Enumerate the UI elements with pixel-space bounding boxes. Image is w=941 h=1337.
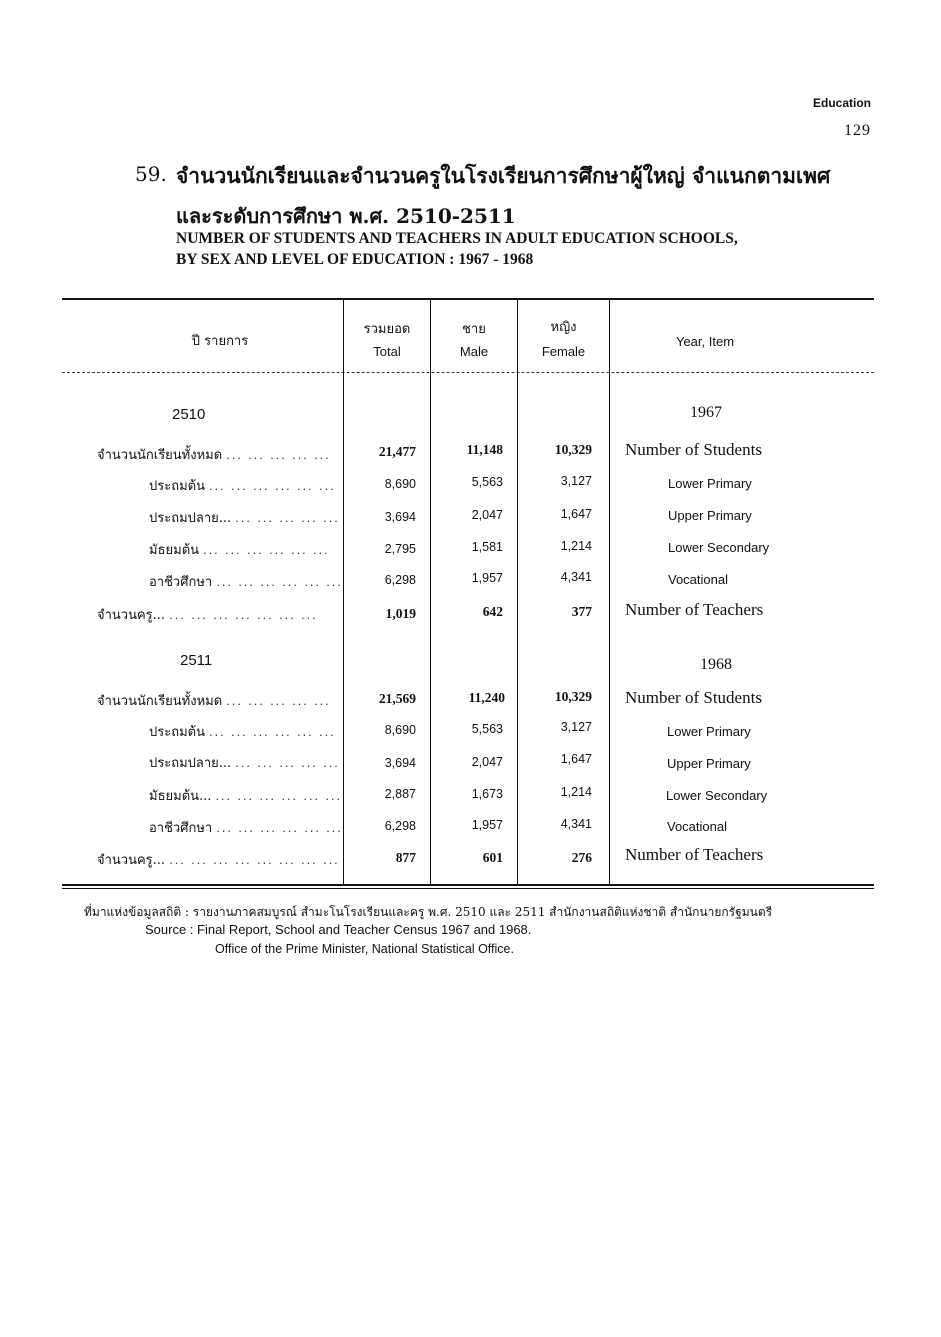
row-label-thai: ประถมปลาย... ... ... ... ... ... <box>149 511 340 526</box>
row-label-thai: ประถมต้น ... ... ... ... ... ... <box>149 725 336 740</box>
row-label-thai: มัธยมต้น... ... ... ... ... ... ... <box>149 789 342 804</box>
title-english-line-1: NUMBER OF STUDENTS AND TEACHERS IN ADULT EDUCATION SCHOOLS, <box>176 230 738 247</box>
row-label-thai: ประถมต้น ... ... ... ... ... ... <box>149 479 336 494</box>
cell-total: 1,019 <box>385 606 416 621</box>
column-header-total-thai: รวมยอด <box>363 322 411 337</box>
cell-male: 642 <box>482 604 503 619</box>
row-label-thai: จำนวนนักเรียนทั้งหมด ... ... ... ... ... <box>97 448 331 463</box>
title-thai-line-1: จำนวนนักเรียนและจำนวนครูในโรงเรียนการศึกษาผู้ใหญ่ จำแนกตามเพศ <box>176 163 831 188</box>
cell-male: 1,957 <box>471 571 503 585</box>
source-note-thai: ที่มาแห่งข้อมูลสถิติ : รายงานภาคสมบูรณ์ สำมะโนโรงเรียนและครู พ.ศ. 2510 และ 2511 สำนักงานสถิติแห่งชาติ สำนักนายกรัฐมนตรี <box>84 905 773 919</box>
row-label-english: Number of Teachers <box>625 600 764 619</box>
cell-male: 601 <box>482 850 503 865</box>
column-divider-total <box>343 300 344 884</box>
table-bottom-rule <box>62 884 874 886</box>
row-label-thai: จำนวนครู... ... ... ... ... ... ... ... ... <box>97 853 340 868</box>
cell-total: 2,887 <box>384 787 416 801</box>
column-header-female: Female <box>541 344 586 359</box>
column-header-item-english: Year, Item <box>675 334 735 349</box>
row-label-english: Upper Primary <box>668 508 752 523</box>
column-header-male: Male <box>459 344 489 359</box>
row-label-english: Lower Secondary <box>666 788 768 803</box>
cell-female: 276 <box>571 850 592 865</box>
row-label-thai: มัธยมต้น ... ... ... ... ... ... <box>149 543 330 558</box>
column-header-male-thai: ชาย <box>462 322 486 337</box>
cell-female: 1,214 <box>560 539 592 553</box>
row-label-thai: อาชีวศึกษา ... ... ... ... ... ... <box>149 575 343 590</box>
title-thai-line-2: และระดับการศึกษา พ.ศ. 2510-2511 <box>176 204 516 228</box>
year-english: 1967 <box>690 404 722 421</box>
row-label-english: Number of Students <box>625 440 762 459</box>
cell-total: 2,795 <box>384 542 416 556</box>
cell-total: 6,298 <box>384 573 416 587</box>
page-number: 129 <box>844 122 871 139</box>
year-thai: 2511 <box>180 652 213 669</box>
source-note-english-line-2: Office of the Prime Minister, National Statistical Office. <box>215 942 514 956</box>
column-header-item-thai: ปี รายการ <box>191 334 249 349</box>
section-label: Education <box>812 96 871 110</box>
cell-total: 877 <box>395 850 416 865</box>
cell-total: 8,690 <box>384 723 416 737</box>
cell-female: 377 <box>571 604 592 619</box>
cell-female: 10,329 <box>554 442 592 457</box>
cell-total: 21,477 <box>378 444 416 459</box>
column-header-total: Total <box>373 344 401 359</box>
cell-male: 2,047 <box>471 755 503 769</box>
table-number: 59. <box>135 162 167 186</box>
cell-total: 8,690 <box>384 477 416 491</box>
cell-female: 4,341 <box>560 817 592 831</box>
cell-total: 21,569 <box>378 691 416 706</box>
cell-female: 1,647 <box>560 752 592 766</box>
source-note-english-line-1: Source : Final Report, School and Teacher Census 1967 and 1968. <box>145 922 532 937</box>
row-label-thai: ประถมปลาย... ... ... ... ... ... <box>149 756 340 771</box>
year-english: 1968 <box>700 656 732 673</box>
row-label-thai: จำนวนนักเรียนทั้งหมด ... ... ... ... ... <box>97 694 331 709</box>
cell-total: 3,694 <box>384 510 416 524</box>
column-divider-female <box>517 300 518 884</box>
table-top-rule <box>62 298 874 300</box>
row-label-english: Lower Primary <box>667 724 751 739</box>
cell-male: 2,047 <box>471 508 503 522</box>
row-label-english: Lower Secondary <box>668 540 770 555</box>
cell-male: 5,563 <box>471 475 503 489</box>
cell-male: 1,673 <box>471 787 503 801</box>
cell-total: 3,694 <box>384 756 416 770</box>
row-label-thai: จำนวนครู... ... ... ... ... ... ... ... <box>97 608 318 623</box>
header-divider-rule <box>62 372 874 373</box>
year-thai: 2510 <box>172 406 206 423</box>
row-label-english: Vocational <box>667 819 727 834</box>
cell-female: 10,329 <box>554 689 592 704</box>
row-label-english: Number of Students <box>625 688 762 707</box>
cell-male: 11,148 <box>466 442 503 457</box>
cell-female: 3,127 <box>560 474 592 488</box>
table-bottom-rule-thin <box>62 888 874 889</box>
row-label-english: Upper Primary <box>667 756 751 771</box>
row-label-english: Vocational <box>668 572 728 587</box>
row-label-english: Lower Primary <box>668 476 752 491</box>
cell-female: 1,214 <box>560 785 592 799</box>
cell-male: 5,563 <box>471 722 503 736</box>
column-divider-item-en <box>609 300 610 884</box>
cell-female: 4,341 <box>560 570 592 584</box>
title-english-line-2: BY SEX AND LEVEL OF EDUCATION : 1967 - 1968 <box>176 251 534 268</box>
column-header-female-thai: หญิง <box>550 320 577 335</box>
row-label-thai: อาชีวศึกษา ... ... ... ... ... ... <box>149 821 343 836</box>
cell-female: 1,647 <box>560 507 592 521</box>
cell-male: 1,957 <box>471 818 503 832</box>
cell-total: 6,298 <box>384 819 416 833</box>
row-label-english: Number of Teachers <box>625 845 764 864</box>
cell-female: 3,127 <box>560 720 592 734</box>
cell-male: 11,240 <box>468 690 505 705</box>
column-divider-male <box>430 300 431 884</box>
cell-male: 1,581 <box>471 540 503 554</box>
